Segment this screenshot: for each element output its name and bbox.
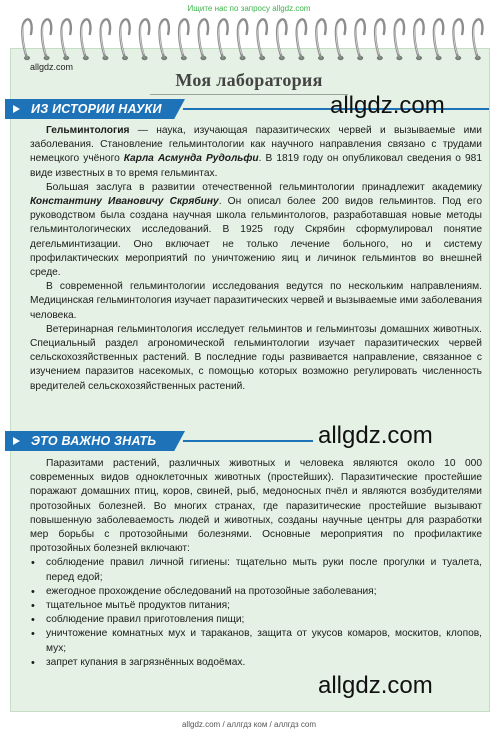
bottom-link[interactable]: allgdz.com / аллгдз ком / аллгдз com bbox=[181, 720, 317, 729]
arrow-icon bbox=[13, 437, 20, 445]
text-run: . Он описал более 200 видов гельминтов. Под его руководством была создана научная школа гельминтологов, разработавшая новые методы гельминтологических исследований. В 1925 году Скрябин сформулировал понятие дегельминтизации. Оно включает не только лечение больного, но и систему профилактических мероприятий по уничтожению яиц и личинок гельминтов во внешней среде. bbox=[30, 196, 482, 279]
paragraph bbox=[30, 124, 482, 181]
heading-rule bbox=[183, 440, 313, 442]
title-underline bbox=[150, 94, 348, 95]
list-item: • уничтожение комнатных мух и тараканов, защита от укусов комаров, москитов, клопов, мух; bbox=[30, 627, 482, 655]
binding-ring bbox=[395, 19, 404, 60]
text-run: Большая заслуга в развитии отечественной гельминтологии принадлежит академику bbox=[46, 181, 482, 193]
binding-ring bbox=[434, 19, 443, 60]
binding-ring bbox=[179, 19, 188, 60]
binding-ring bbox=[199, 19, 208, 60]
binding-ring bbox=[414, 19, 423, 60]
spiral-binding bbox=[10, 14, 490, 66]
binding-ring bbox=[375, 19, 384, 60]
list-item: • соблюдение правил личной гигиены: тщательно мыть руки после прогулки и туалета, перед едой; bbox=[30, 556, 482, 584]
watermark: allgdz.com bbox=[318, 422, 433, 449]
binding-ring bbox=[238, 19, 247, 60]
binding-ring bbox=[355, 19, 364, 60]
list-item: • соблюдение правил приготовления пищи; bbox=[30, 613, 482, 627]
binding-ring bbox=[277, 19, 286, 60]
binding-ring bbox=[257, 19, 266, 60]
prevention-list bbox=[30, 556, 482, 670]
binding-ring bbox=[316, 19, 325, 60]
binding-ring bbox=[81, 19, 90, 60]
paragraph bbox=[30, 181, 482, 280]
text-run: . В 1819 году он опубликовал сведения о 981 виде известных в то время гельминтах. bbox=[30, 153, 483, 179]
arrow-icon bbox=[13, 105, 20, 113]
binding-ring bbox=[473, 19, 482, 60]
binding-ring bbox=[120, 19, 129, 60]
site-label: allgdz.com bbox=[30, 62, 74, 72]
scientist-rudolphi: Карла Асмунда Рудольфи bbox=[123, 153, 259, 165]
heading-text: ИЗ ИСТОРИИ НАУКИ bbox=[31, 102, 162, 116]
history-text bbox=[30, 124, 482, 394]
text-run: — наука, изучающая паразитических червей и вызываемые ими заболевания. Становление гельминтологии как научного направления связано с трудами немецкого учёного bbox=[30, 125, 482, 165]
top-link[interactable]: Ищите нас по запросу allgdz.com bbox=[187, 4, 311, 13]
watermark: allgdz.com bbox=[330, 92, 445, 119]
binding-ring bbox=[61, 19, 70, 60]
term-helminthology: Гельминтология bbox=[46, 125, 130, 136]
binding-ring bbox=[297, 19, 306, 60]
scientist-skryabin: Константину Ивановичу Скрябину bbox=[30, 196, 219, 208]
binding-ring bbox=[22, 19, 31, 60]
list-item: • тщательное мытьё продуктов питания; bbox=[30, 599, 482, 613]
paragraph: Паразитами растений, различных животных и человека являются около 10 000 современных видов одноклеточных животных (простейших). Паразитические простейшие поражают домашних птиц, коров, свиней, рыб, медоносных пчёл и являются возбудителями протозойных болезней. Во многих странах, где паразитические простейшие вызывают повышенную заболеваемость людей и животных, созданы научные центры для разработки мер борьбы с протозойными болезнями. Основные мероприятия по профилактике протозойных болезней включают: bbox=[30, 458, 482, 555]
binding-ring bbox=[101, 19, 110, 60]
watermark: allgdz.com bbox=[318, 672, 433, 699]
binding-ring bbox=[42, 19, 51, 60]
binding-ring bbox=[140, 19, 149, 60]
paragraph: В современной гельминтологии исследования ведутся по нескольким направлениям. Медицинская гельминтология изучает паразитических червей и вызываемые ими заболевания человека. bbox=[30, 281, 482, 321]
list-item: • запрет купания в загрязнённых водоёмах. bbox=[30, 656, 482, 670]
binding-ring bbox=[336, 19, 345, 60]
binding-ring bbox=[218, 19, 227, 60]
section-heading-important bbox=[5, 431, 320, 451]
binding-ring bbox=[453, 19, 462, 60]
page-title: Моя лаборатория bbox=[175, 70, 323, 90]
important-text bbox=[30, 457, 482, 670]
binding-ring bbox=[159, 19, 168, 60]
list-item: • ежегодное прохождение обследований на протозойные заболевания; bbox=[30, 585, 482, 599]
heading-text: ЭТО ВАЖНО ЗНАТЬ bbox=[31, 434, 157, 448]
paragraph: Ветеринарная гельминтология исследует гельминтов и гельминтозы домашних животных. Специальный раздел агрономической гельминтологии изучает паразитических червей сельскохозяйственных растений. В последние годы развивается направление, связанное с изучением паразитов насекомых, с помощью которых возможно регулировать численность вредителей сельскохозяйственных растений. bbox=[30, 323, 482, 392]
